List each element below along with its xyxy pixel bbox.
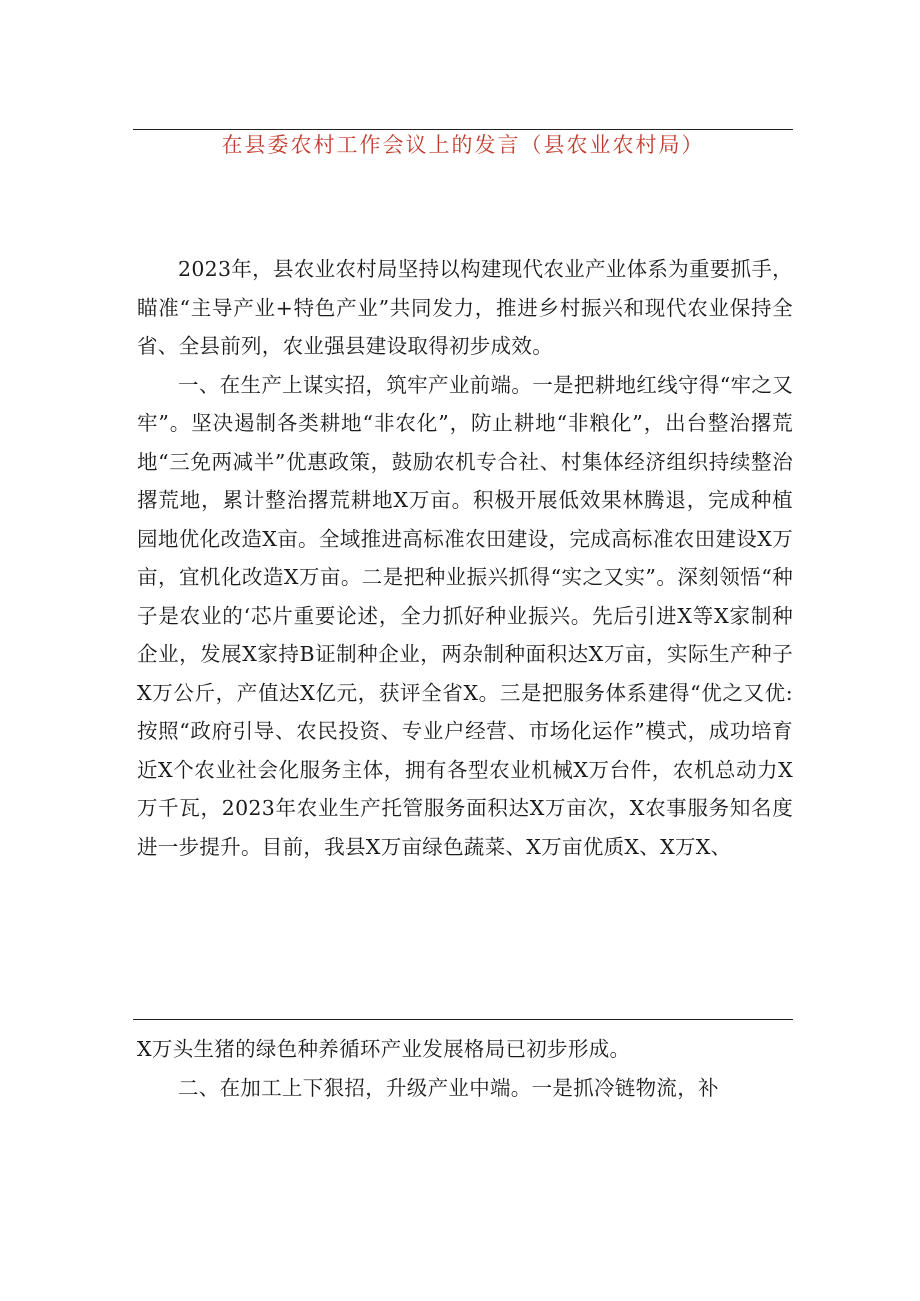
document-body-continued xyxy=(137,1030,793,1107)
document-title: 在县委农村工作会议上的发言（县农业农村局） xyxy=(221,133,705,157)
document-body-page-top xyxy=(137,250,793,866)
section-two-paragraph: 二、在加工上下狠招，升级产业中端。一是抓冷链物流，补 xyxy=(178,1075,719,1100)
intro-paragraph: 2023年，县农业农村局坚持以构建现代农业产业体系为重要抓手，瞄准“主导产业+特色产业”共同发力，推进乡村振兴和现代农业保持全省、全县前列，农业强县建设取得初步成效。 xyxy=(137,257,793,358)
header-rule xyxy=(133,129,793,130)
continued-paragraph: X万头生猪的绿色种养循环产业发展格局已初步形成。 xyxy=(137,1037,631,1061)
section-one-paragraph: 一、在生产上谋实招，筑牢产业前端。一是把耕地红线守得“牢之又牢”。坚决遏制各类耕地“非农化”，防止耕地“非粮化”，出台整治撂荒地“三免两减半”优惠政策，鼓励农机专合社、村集体经济组织持续整治撂荒地，累计整治撂荒耕地X万亩。积极开展低效果林腾退，完成种植园地优化改造X亩。全域推进高标准农田建设，完成高标准农田建设X万亩，宜机化改造X万亩。二是把种业振兴抓得“实之又实”。深刻领悟“种子是农业的‘芯片重要论述，全力抓好种业振兴。先后引进X等X家制种企业，发展X家持B证制种企业，两杂制种面积达X万亩，实际生产种子X万公斤，产值达X亿元，获评全省X。三是把服务体系建得“优之又优:按照“政府引导、农民投资、专业户经营、市场化运作”模式，成功培育近X个农业社会化服务主体，拥有各型农业机械X万台件，农机总动力X万千瓦，2023年农业生产托管服务面积达X万亩次，X农事服务知名度进一步提升。目前，我县X万亩绿色蔬菜、X万亩优质X、X万X、 xyxy=(137,372,793,859)
page-break-rule xyxy=(133,1019,793,1020)
